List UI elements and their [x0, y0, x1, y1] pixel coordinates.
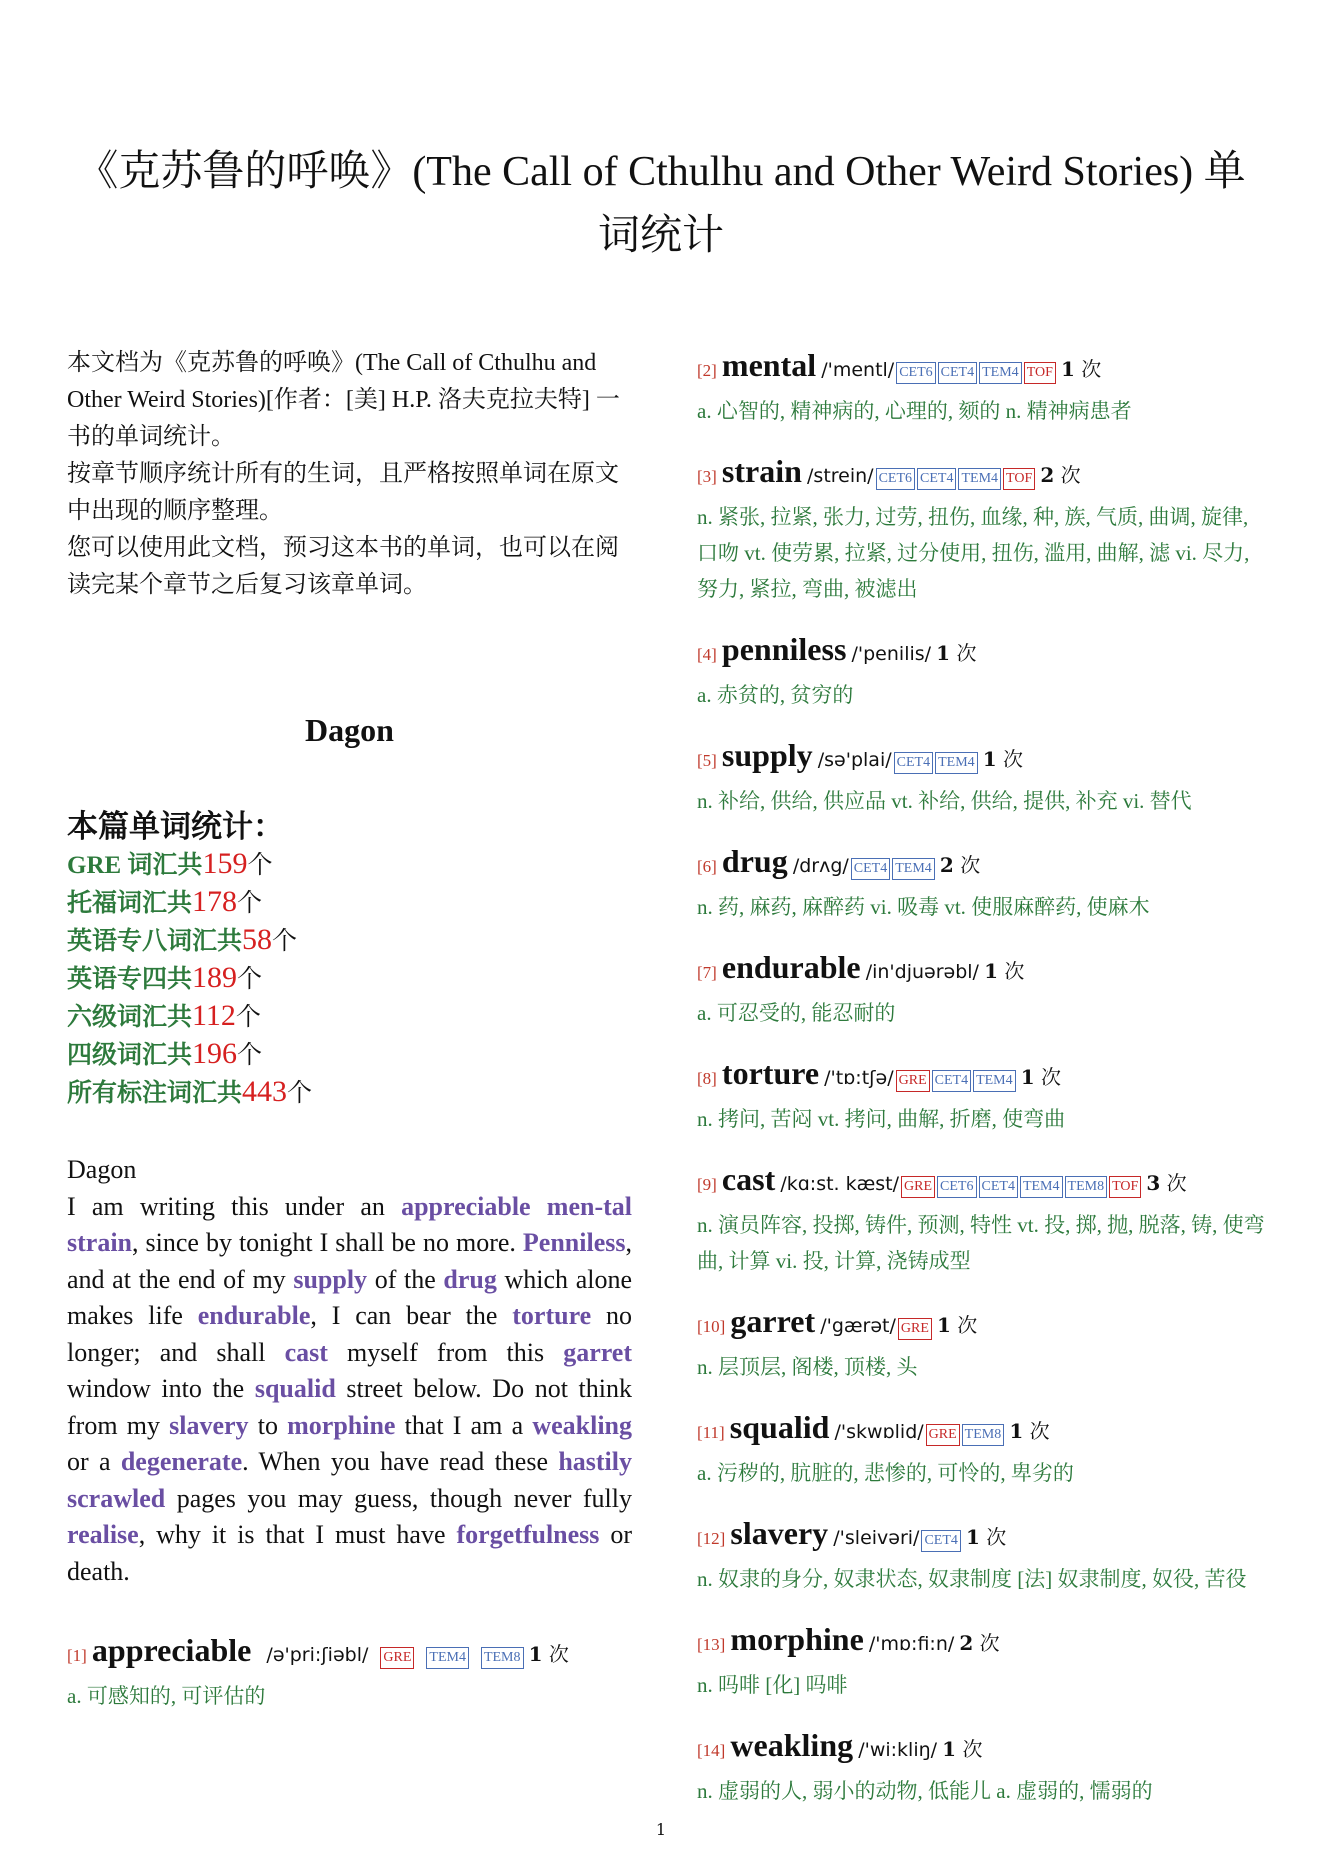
entry-word: endurable: [721, 949, 861, 985]
entry-index: [7]: [697, 963, 717, 982]
vocab-list: [697, 345, 1267, 1831]
vocab-entry: [697, 345, 1267, 429]
frequency-unit: 次: [1041, 1065, 1062, 1089]
entry-tag: TOF: [1024, 362, 1056, 384]
frequency-unit: 次: [1166, 1171, 1187, 1195]
entry-tag: CET6: [937, 1176, 976, 1198]
entry-word: appreciable: [91, 1632, 252, 1668]
entry-word: squalid: [729, 1409, 830, 1445]
left-column: [67, 345, 632, 1736]
intro-text: [67, 345, 632, 604]
highlighted-word: supply: [293, 1264, 368, 1294]
entry-definition: n. 演员阵容, 投掷, 铸件, 预测, 特性 vt. 投, 掷, 抛, 脱落, 铸, 使弯曲, 计算 vi. 投, 计算, 浇铸成型: [697, 1213, 1265, 1273]
entry-index: [1]: [67, 1646, 87, 1665]
entry-frequency: [959, 1631, 999, 1655]
entry-tag: CET4: [921, 1530, 960, 1552]
entry-tag: CET4: [979, 1176, 1018, 1198]
entry-head: [697, 1725, 1267, 1771]
entry-word: weakling: [730, 1727, 854, 1763]
highlighted-word: torture: [512, 1301, 592, 1330]
entry-index: [14]: [697, 1741, 726, 1760]
frequency-unit: 次: [957, 1313, 978, 1337]
frequency-unit: 次: [1060, 463, 1081, 487]
vocab-entry: [697, 1725, 1267, 1809]
entry-tag: GRE: [896, 1070, 930, 1092]
entry-definition: n. 虚弱的人, 弱小的动物, 低能儿 a. 虚弱的, 懦弱的: [697, 1779, 1153, 1803]
entry-frequency: [1021, 1065, 1061, 1089]
entry-tag: CET4: [894, 752, 933, 774]
entry-definition: n. 药, 麻药, 麻醉药 vi. 吸毒 vt. 使服麻醉药, 使麻木: [697, 895, 1150, 919]
entry-index: [10]: [697, 1317, 726, 1336]
highlighted-word: slavery: [169, 1410, 249, 1440]
stat-label: 英语专八词汇共: [67, 928, 243, 955]
chapter-title: Dagon: [305, 712, 394, 748]
frequency-count: 1: [966, 1525, 980, 1549]
stat-label: 托福词汇共: [67, 890, 193, 917]
entry-tag: GRE: [898, 1318, 932, 1340]
entry-frequency: [984, 959, 1024, 983]
stats-list: [67, 846, 632, 1112]
highlighted-word: squalid: [254, 1374, 336, 1403]
frequency-unit: 次: [1029, 1419, 1050, 1443]
frequency-count: 1: [1060, 357, 1075, 381]
document-title: 《克苏鲁的呼唤》(The Call of Cthulhu and Other Weird Stories) 单词统计: [76, 149, 1246, 259]
highlighted-word: garret: [563, 1337, 632, 1367]
entry-frequency: [1009, 1419, 1049, 1443]
frequency-count: 1: [528, 1642, 543, 1666]
stat-row: [67, 922, 632, 960]
entry-word: slavery: [730, 1515, 829, 1551]
frequency-count: 1: [1009, 1419, 1024, 1443]
highlighted-word: endurable: [197, 1301, 311, 1330]
highlighted-word: weakling: [532, 1410, 632, 1440]
frequency-count: 1: [982, 747, 997, 771]
frequency-unit: 次: [962, 1737, 983, 1761]
entry-tag: CET4: [851, 858, 890, 880]
entry-frequency: [940, 853, 980, 877]
stat-count: 196: [192, 1037, 238, 1070]
frequency-unit: 次: [956, 641, 977, 665]
entry-head: [697, 1513, 1267, 1559]
frequency-count: 3: [1146, 1171, 1161, 1195]
entry-tag: CET6: [896, 362, 935, 384]
entry-word: mental: [721, 347, 817, 383]
highlighted-word: Penniless: [522, 1228, 626, 1257]
vocab-entry: [697, 735, 1267, 819]
entry-tag: CET4: [932, 1070, 971, 1092]
entry-definition: a. 可忍受的, 能忍耐的: [697, 1001, 896, 1025]
stat-unit: 个: [237, 890, 263, 917]
stat-row: [67, 998, 632, 1036]
entry-tag: TEM8: [481, 1647, 524, 1669]
entry-head: [697, 1301, 1267, 1347]
entry-tag: TEM4: [935, 752, 978, 774]
stat-count: 443: [242, 1075, 288, 1108]
entry-head: [697, 1619, 1267, 1665]
entry-index: [12]: [697, 1529, 726, 1548]
entry-frequency: [1040, 463, 1080, 487]
entry-tag: GRE: [901, 1176, 935, 1198]
frequency-unit: 次: [979, 1631, 1000, 1655]
entry-index: [11]: [697, 1423, 725, 1442]
vocab-entry: [697, 947, 1267, 1031]
entry-tag: TEM8: [1065, 1176, 1108, 1198]
entry-phonetic: /sə'plai/: [817, 749, 892, 771]
entry-phonetic: /'wi:kliŋ/: [858, 1739, 938, 1761]
entry-frequency: [966, 1525, 1006, 1549]
entry-index: [8]: [697, 1069, 717, 1088]
entry-tag: TEM4: [973, 1070, 1016, 1092]
stat-unit: 个: [247, 852, 273, 879]
entry-phonetic: /'mentl/: [821, 359, 895, 381]
left-entries: [67, 1630, 632, 1714]
entry-head: [67, 1630, 632, 1676]
entry-head: [697, 735, 1267, 781]
vocab-entry: [697, 1053, 1267, 1137]
highlighted-word: degenerate: [120, 1447, 243, 1476]
entry-head: [697, 451, 1267, 497]
entry-definition: n. 拷问, 苦闷 vt. 拷问, 曲解, 折磨, 使弯曲: [697, 1107, 1066, 1131]
intro-paragraph: 您可以使用此文档，预习这本书的单词，也可以在阅读完某个章节之后复习该章单词。: [67, 535, 619, 598]
entry-frequency: [942, 1737, 982, 1761]
frequency-unit: 次: [960, 853, 981, 877]
entry-definition: a. 心智的, 精神病的, 心理的, 颏的 n. 精神病患者: [697, 399, 1132, 423]
entry-phonetic: /'tɒ:tʃə/: [824, 1067, 894, 1089]
entry-head: [697, 947, 1267, 993]
vocab-entry: [697, 1513, 1267, 1597]
entry-word: drug: [721, 843, 788, 879]
entry-word: torture: [721, 1055, 820, 1091]
entry-tag: TEM8: [962, 1424, 1005, 1446]
entry-phonetic: /'mɒ:fi:n/: [868, 1633, 955, 1655]
entry-tag: TEM4: [1020, 1176, 1063, 1198]
entry-frequency: [937, 1313, 977, 1337]
highlighted-word: hastily scrawled: [67, 1447, 632, 1513]
entry-phonetic: /in'djuərəbl/: [865, 961, 979, 983]
stat-label: 四级词汇共: [67, 1042, 193, 1069]
entry-frequency: [983, 747, 1023, 771]
entry-index: [6]: [697, 857, 717, 876]
stat-row: [67, 1036, 632, 1074]
entry-tag: CET6: [876, 468, 915, 490]
entry-tag: CET4: [938, 362, 977, 384]
entry-definition: n. 奴隶的身分, 奴隶状态, 奴隶制度 [法] 奴隶制度, 奴役, 苦役: [697, 1567, 1247, 1591]
highlighted-word: realise: [67, 1520, 139, 1549]
vocab-entry: [697, 1301, 1267, 1385]
frequency-unit: 次: [986, 1525, 1007, 1549]
entry-word: strain: [721, 453, 802, 489]
entry-frequency: [1061, 357, 1101, 381]
stat-unit: 个: [272, 928, 298, 955]
stat-unit: 个: [237, 966, 263, 993]
entry-tag: TEM4: [426, 1647, 469, 1669]
entry-phonetic: /'penilis/: [851, 643, 932, 665]
frequency-count: 1: [1020, 1065, 1035, 1089]
vocab-entry: [67, 1630, 632, 1714]
entry-head: [697, 345, 1267, 391]
stat-count: 58: [242, 923, 273, 956]
entry-tag: TOF: [1109, 1176, 1141, 1198]
entry-phonetic: /drʌg/: [792, 855, 849, 877]
entry-head: [697, 1407, 1267, 1453]
stat-row: [67, 846, 632, 884]
entry-word: morphine: [730, 1621, 864, 1657]
entry-index: [4]: [697, 645, 717, 664]
entry-word: penniless: [721, 631, 847, 667]
entry-head: [697, 629, 1267, 675]
entry-frequency: [1146, 1171, 1186, 1195]
highlighted-word: drug: [443, 1264, 497, 1294]
entry-index: [5]: [697, 751, 717, 770]
stat-count: 178: [192, 885, 238, 918]
frequency-count: 1: [942, 1737, 957, 1761]
stat-label: 所有标注词汇共: [67, 1080, 243, 1107]
entry-definition: n. 层顶层, 阁楼, 顶楼, 头: [697, 1355, 918, 1379]
stat-label: 英语专四共: [67, 966, 193, 993]
stat-count: 159: [202, 847, 248, 880]
entry-definition: n. 紧张, 拉紧, 张力, 过劳, 扭伤, 血缘, 种, 族, 气质, 曲调, 旋律, 口吻 vt. 使劳累, 拉紧, 过分使用, 扭伤, 滥用, 曲解, 滤 vi. 尽力, 努力, 紧拉, 弯曲, 被滤出: [697, 505, 1250, 601]
vocab-entry: [697, 451, 1267, 607]
stats-heading: 本篇单词统计：: [67, 809, 284, 844]
stat-unit: 个: [235, 1004, 261, 1031]
entry-tag: CET4: [917, 468, 956, 490]
frequency-unit: 次: [548, 1642, 569, 1666]
frequency-unit: 次: [1004, 959, 1025, 983]
entry-definition: n. 吗啡 [化] 吗啡: [697, 1673, 848, 1697]
frequency-count: 2: [959, 1631, 974, 1655]
entry-index: [13]: [697, 1635, 726, 1654]
entry-definition: n. 补给, 供给, 供应品 vt. 补给, 供给, 提供, 补充 vi. 替代: [697, 789, 1192, 813]
stat-unit: 个: [287, 1080, 313, 1107]
entry-tag: GRE: [380, 1647, 414, 1669]
stat-label: 六级词汇共: [67, 1004, 193, 1031]
highlighted-word: morphine: [287, 1410, 396, 1440]
entry-phonetic: /kɑ:st. kæst/: [780, 1173, 900, 1195]
passage-text: Dagon I am writing this under an appreciable men-tal strain, since by tonight I shall be no more. Penniless, and at the end of my supply of the drug which alone makes life endurable, I can bear the torture no longer; and shall cast myself from this garret window into the squalid street below. Do not think from my slavery to morphine that I am a weakling or a degenerate. When you have read these hastily scrawled pages you may guess, though never fully realise, why it is that I must have forgetfulness or death.: [67, 1155, 633, 1586]
vocab-entry: [697, 841, 1267, 925]
stat-count: 112: [192, 999, 236, 1032]
frequency-count: 1: [984, 959, 998, 983]
entry-phonetic: /'skwɒlid/: [834, 1421, 924, 1443]
vocab-entry: [697, 1619, 1267, 1703]
entry-head: [697, 1159, 1267, 1205]
entry-word: garret: [730, 1303, 816, 1339]
entry-definition: a. 赤贫的, 贫穷的: [697, 683, 854, 707]
vocab-entry: [697, 1407, 1267, 1491]
frequency-count: 1: [936, 641, 951, 665]
entry-word: cast: [721, 1161, 776, 1197]
entry-phonetic: /'sleivəri/: [833, 1527, 920, 1549]
entry-word: supply: [721, 737, 813, 773]
entry-index: [9]: [697, 1175, 717, 1194]
frequency-count: 2: [939, 853, 954, 877]
intro-paragraph: 本文档为《克苏鲁的呼唤》(The Call of Cthulhu and Other Weird Stories)[作者：[美] H.P. 洛夫克拉夫特] 一书的单词统计。: [67, 350, 620, 450]
entry-head: [697, 1053, 1267, 1099]
entry-tag: TEM4: [892, 858, 935, 880]
intro-paragraph: 按章节顺序统计所有的生词，且严格按照单词在原文中出现的顺序整理。: [67, 461, 619, 524]
stat-row: [67, 960, 632, 998]
entry-index: [2]: [697, 361, 717, 380]
highlighted-word: cast: [284, 1337, 328, 1367]
entry-phonetic: /'gærət/: [820, 1315, 896, 1337]
stat-row: [67, 884, 632, 922]
entry-frequency: [529, 1642, 569, 1666]
entry-frequency: [936, 641, 976, 665]
entry-definition: a. 污秽的, 肮脏的, 悲惨的, 可怜的, 卑劣的: [697, 1461, 1074, 1485]
frequency-count: 1: [937, 1313, 951, 1337]
frequency-count: 2: [1040, 463, 1055, 487]
entry-tag: TOF: [1003, 468, 1035, 490]
stat-label: GRE 词汇共: [67, 852, 203, 879]
frequency-unit: 次: [1081, 357, 1102, 381]
highlighted-word: forgetfulness: [456, 1520, 600, 1549]
entry-tag: TEM4: [979, 362, 1022, 384]
frequency-unit: 次: [1003, 747, 1024, 771]
page-number: 1: [655, 1820, 667, 1839]
entry-phonetic: /strein/: [807, 465, 874, 487]
vocab-entry: [697, 1159, 1267, 1279]
entry-index: [3]: [697, 467, 717, 486]
entry-tag: TEM4: [958, 468, 1001, 490]
entry-tag: GRE: [926, 1424, 960, 1446]
entry-head: [697, 841, 1267, 887]
vocab-entry: [697, 629, 1267, 713]
stat-row: [67, 1074, 632, 1112]
entry-phonetic: /ə'pri:ʃiəbl/: [266, 1644, 369, 1666]
entry-definition: a. 可感知的, 可评估的: [67, 1684, 266, 1708]
stat-count: 189: [192, 961, 238, 994]
highlighted-word: appreciable men-tal strain: [67, 1191, 632, 1257]
stat-unit: 个: [237, 1042, 263, 1069]
